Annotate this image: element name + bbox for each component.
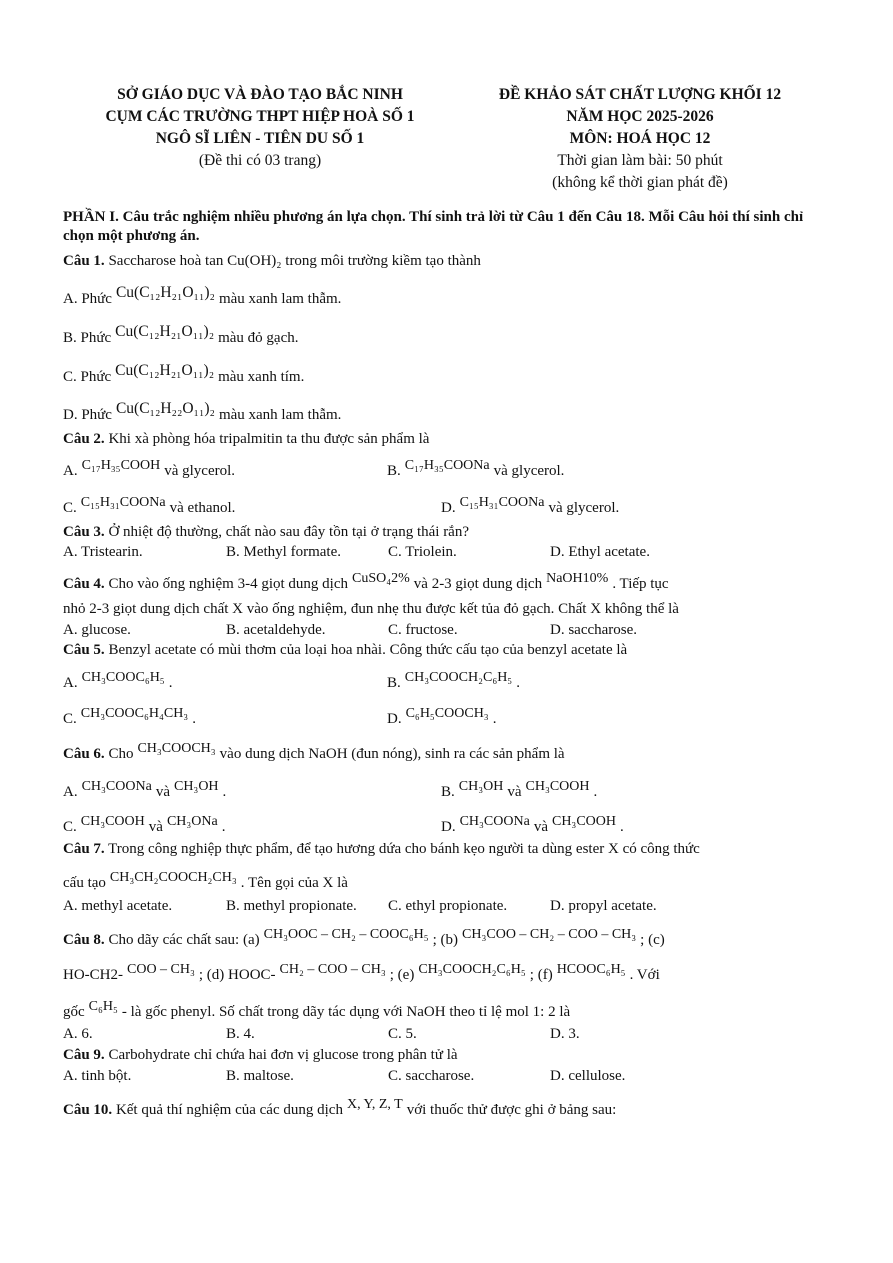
q1-option-c[interactable]: C. Phức Cu(C₁₂H₂₁O₁₁)₂ màu xanh tím. — [63, 362, 305, 385]
question-2: Câu 2. Khi xà phòng hóa tripalmitin ta thu được sản phẩm là — [63, 431, 430, 447]
question-5: Câu 5. Benzyl acetate có mùi thơm của loại hoa nhài. Công thức cấu tạo của benzyl acetate là — [63, 642, 628, 658]
q9-option-c[interactable]: C. saccharose. — [388, 1068, 475, 1084]
duration: Thời gian làm bài: 50 phút — [557, 152, 723, 169]
q3-option-c[interactable]: C. Triolein. — [388, 544, 457, 560]
q8-option-d[interactable]: D. 3. — [550, 1026, 580, 1042]
question-10: Câu 10. Kết quả thí nghiệm của các dung dịch X, Y, Z, T với thuốc thử được ghi ở bảng sau: — [63, 1097, 617, 1118]
exam-title: ĐỀ KHẢO SÁT CHẤT LƯỢNG KHỐI 12 — [498, 86, 782, 103]
q4-option-d[interactable]: D. saccharose. — [550, 622, 638, 638]
school-cluster: CỤM CÁC TRƯỜNG THPT HIỆP HOÀ SỐ 1 — [105, 108, 415, 125]
q1-option-d[interactable]: D. Phức Cu(C₁₂H₂₂O₁₁)₂ màu xanh lam thẫm. — [63, 400, 342, 423]
q2-option-a[interactable]: A. C₁₇H₃₅COOH và glycerol. — [63, 458, 236, 479]
school-year: NĂM HỌC 2025-2026 — [566, 108, 714, 125]
q8-option-a[interactable]: A. 6. — [63, 1026, 93, 1042]
question-4-cont: nhỏ 2-3 giọt dung dịch chất X vào ống nghiệm, đun nhẹ thu được kết tủa đỏ gạch. Chất X không thể là — [63, 601, 679, 617]
question-6: Câu 6. Cho CH₃COOCH₃ vào dung dịch NaOH (đun nóng), sinh ra các sản phẩm là — [63, 741, 565, 762]
q2-option-c[interactable]: C. C₁₅H₃₁COONa và ethanol. — [63, 495, 236, 516]
q9-option-a[interactable]: A. tinh bột. — [63, 1068, 132, 1084]
question-7-cont: cấu tạo CH₃CH₂COOCH₂CH₃ . Tên gọi của X là — [63, 870, 348, 891]
question-8-cont-2: gốc C₆H₅ - là gốc phenyl. Số chất trong dãy tác dụng với NaOH theo tỉ lệ mol 1: 2 là — [63, 999, 571, 1020]
q7-option-b[interactable]: B. methyl propionate. — [226, 898, 357, 914]
q9-option-b[interactable]: B. maltose. — [226, 1068, 294, 1084]
q1-option-a[interactable]: A. Phức Cu(C₁₂H₂₁O₁₁)₂ màu xanh lam thẫm. — [63, 284, 342, 307]
question-7: Câu 7. Trong công nghiệp thực phẩm, để tạo hương dứa cho bánh kẹo người ta dùng ester X có công thức — [63, 841, 700, 857]
q8-option-b[interactable]: B. 4. — [226, 1026, 255, 1042]
q3-option-b[interactable]: B. Methyl formate. — [226, 544, 341, 560]
question-9: Câu 9. Carbohydrate chỉ chứa hai đơn vị glucose trong phân tử là — [63, 1047, 458, 1063]
question-8: Câu 8. Cho dãy các chất sau: (a) CH₃OOC – CH₂ – COOC₆H₅ ; (b) CH₃COO – CH₂ – COO – CH₃ ; (c) — [63, 927, 665, 948]
q3-option-d[interactable]: D. Ethyl acetate. — [550, 544, 650, 560]
header-right — [460, 84, 820, 194]
duration-note: (không kể thời gian phát đề) — [552, 174, 728, 191]
question-8-cont: HO-CH2- COO – CH₃ ; (d) HOOC- CH₂ – COO – CH₃ ; (e) CH₃COOCH₂C₆H₅ ; (f) HCOOC₆H₅ . Với — [63, 962, 660, 983]
q6-option-a[interactable]: A. CH₃COONa và CH₃OH . — [63, 779, 227, 800]
q6-option-d[interactable]: D. CH₃COONa và CH₃COOH . — [441, 814, 624, 835]
q5-option-b[interactable]: B. CH₃COOCH₂C₆H₅ . — [387, 670, 520, 691]
q7-option-a[interactable]: A. methyl acetate. — [63, 898, 173, 914]
q4-option-a[interactable]: A. glucose. — [63, 622, 131, 638]
q4-option-c[interactable]: C. fructose. — [388, 622, 458, 638]
header-left — [70, 84, 450, 172]
question-4: Câu 4. Cho vào ống nghiệm 3-4 giọt dung dịch CuSO₄2% và 2-3 giọt dung dịch NaOH10% . Tiếp tục — [63, 571, 669, 592]
page-count: (Đề thi có 03 trang) — [198, 152, 322, 169]
q7-option-d[interactable]: D. propyl acetate. — [550, 898, 657, 914]
department-name: SỞ GIÁO DỤC VÀ ĐÀO TẠO BẮC NINH — [117, 86, 403, 103]
q6-option-b[interactable]: B. CH₃OH và CH₃COOH . — [441, 779, 598, 800]
q1-option-b[interactable]: B. Phức Cu(C₁₂H₂₁O₁₁)₂ màu đỏ gạch. — [63, 323, 299, 346]
part-one-heading: PHẦN I. Câu trắc nghiệm nhiều phương án lựa chọn. Thí sinh trả lời từ Câu 1 đến Câu 18. Mỗi Câu hỏi thí sinh chỉ chọn một phương án. — [63, 209, 804, 244]
school-names: NGÔ SĨ LIÊN - TIÊN DU SỐ 1 — [155, 130, 365, 147]
subject: MÔN: HOÁ HỌC 12 — [569, 130, 711, 147]
q8-option-c[interactable]: C. 5. — [388, 1026, 417, 1042]
question-3: Câu 3. Ở nhiệt độ thường, chất nào sau đây tồn tại ở trạng thái rắn? — [63, 524, 470, 540]
q3-option-a[interactable]: A. Tristearin. — [63, 544, 143, 560]
q4-option-b[interactable]: B. acetaldehyde. — [226, 622, 326, 638]
q9-option-d[interactable]: D. cellulose. — [550, 1068, 626, 1084]
q2-option-b[interactable]: B. C₁₇H₃₅COONa và glycerol. — [387, 458, 565, 479]
q6-option-c[interactable]: C. CH₃COOH và CH₃ONa . — [63, 814, 226, 835]
question-1: Câu 1. Saccharose hoà tan Cu(OH)₂ trong môi trường kiềm tạo thành — [63, 253, 481, 269]
q5-option-c[interactable]: C. CH₃COOC₆H₄CH₃ . — [63, 706, 196, 727]
q5-option-a[interactable]: A. CH₃COOC₆H₅ . — [63, 670, 173, 691]
q5-option-d[interactable]: D. C₆H₅COOCH₃ . — [387, 706, 497, 727]
q7-option-c[interactable]: C. ethyl propionate. — [388, 898, 508, 914]
q2-option-d[interactable]: D. C₁₅H₃₁COONa và glycerol. — [441, 495, 620, 516]
